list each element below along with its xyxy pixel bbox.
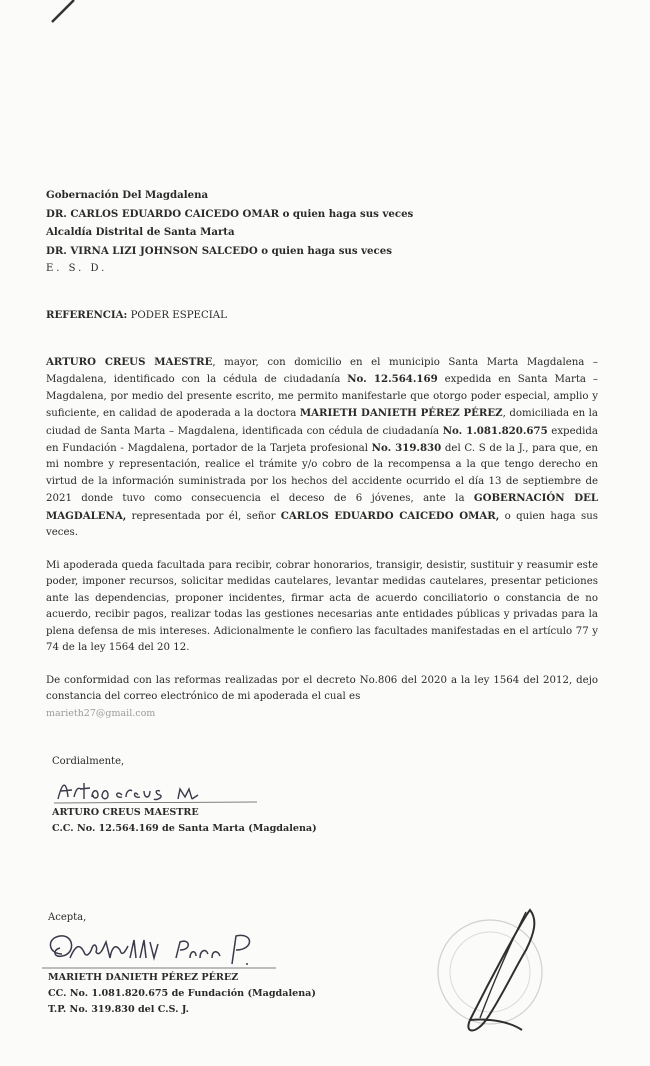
acceptance-label: Acepta, [48,912,87,923]
attorney-id: No. 1.081.820.675 [442,424,548,437]
addressee-esd: E. S. D. [46,263,108,275]
reference-label: REFERENCIA: [46,309,128,321]
grantor-signature-name: ARTURO CREUS MAESTRE [52,807,199,818]
attorney-name: MARIETH DANIETH PÉREZ PÉREZ [299,407,503,420]
attorney-signature-tp: T.P. No. 319.830 del C.S. J. [48,1004,189,1015]
addressee-line: DR. VIRNA LIZI JOHNSON SALCEDO o quien haga sus veces [46,244,392,257]
attorney-tp: No. 319.830 [371,442,442,455]
text-run: representada por él, señor [126,510,281,522]
addressee-line: DR. CARLOS EDUARDO CAICEDO OMAR o quien haga sus veces [46,207,414,220]
text-run: , domiciliada en la ciudad de Santa Marta – Magdalena, identificada con cédula de ciudadanía [46,408,598,437]
attorney-email: marieth27@gmail.com [46,707,156,719]
grantor-signature-block [52,805,317,837]
government-representative: CARLOS EDUARDO CAICEDO OMAR, [280,509,500,522]
text-run: expedida en Fundación - Magdalena, portador de la Tarjeta profesional [46,425,598,455]
attorney-signature [40,924,280,976]
reference-value: PODER ESPECIAL [130,310,227,321]
grantor-id: No. 12.564.169 [347,373,438,386]
text-run: , mayor, con domicilio en el municipio Santa Marta Magdalena – Magdalena, identificado con la cédula de ciudadanía [46,357,599,386]
text-run: expedida en Santa Marta – Magdalena, por medio del presente escrito, me permito manifestarle que otorgo poder especial, amplio y suficiente, en calidad de apoderada a la doctora [46,374,598,420]
government-name: GOBERNACIÓN DEL MAGDALENA, [46,492,598,522]
notary-stamp-with-signature [430,900,580,1050]
reference-line [46,309,227,321]
paragraph-powers: Mi apoderada queda facultada para recibir, cobrar honorarios, transigir, desistir, sustituir y reasumir este poder, imponer recursos, solicitar medidas cautelares, levantar medidas cautelares, presentar peticiones ante las dependencias, proponer incidentes, firmar acta de acuerdo conciliatorio o constancia de no acuerdo, recibir pagos, realizar todas las gestiones necesarias ante entidades públicas y privadas para la plena defensa de mis intereses. Adicionalmente le confiero las facultades manifestadas en el artículo 77 y 74 de la ley 1564 del 20 12. [46,560,598,654]
addressee-line: Gobernación Del Magdalena [46,189,209,201]
addressee-line: Alcaldía Distrital de Santa Marta [46,226,235,239]
closing: Cordialmente, [52,756,125,767]
grantor-name: ARTURO CREUS MAESTRE [46,356,213,368]
text-run: De conformidad con las reformas realizadas por el decreto No.806 del 2020 a la ley 1564 del 2012, dejo constancia del correo electrónico de mi apoderada el cual es [46,675,598,703]
text-run: del C. S de la J., para que, en mi nombre y representación, realice el trámite y/o cobro de la recompensa a la que tengo derecho en virtud de la información suministrada por los hechos del accidente ocurrido el día 13 de septiembre de 2021 donde tuvo como consecuencia el deceso de 6 jóvenes, ante la [46,443,598,505]
grantor-signature [52,775,262,807]
addressee-block [46,186,606,279]
paragraph-email [46,673,598,722]
scan-corner-mark [0,0,80,30]
attorney-signature-id: CC. No. 1.081.820.675 de Fundación (Magdalena) [48,988,316,999]
attorney-signature-block [48,970,316,1018]
text-run: o quien haga sus veces. [46,510,598,539]
paragraph-grant [46,354,598,541]
grantor-signature-id: C.C. No. 12.564.169 de Santa Marta (Magdalena) [52,823,317,834]
attorney-signature-name: MARIETH DANIETH PÉREZ PÉREZ [48,972,239,983]
